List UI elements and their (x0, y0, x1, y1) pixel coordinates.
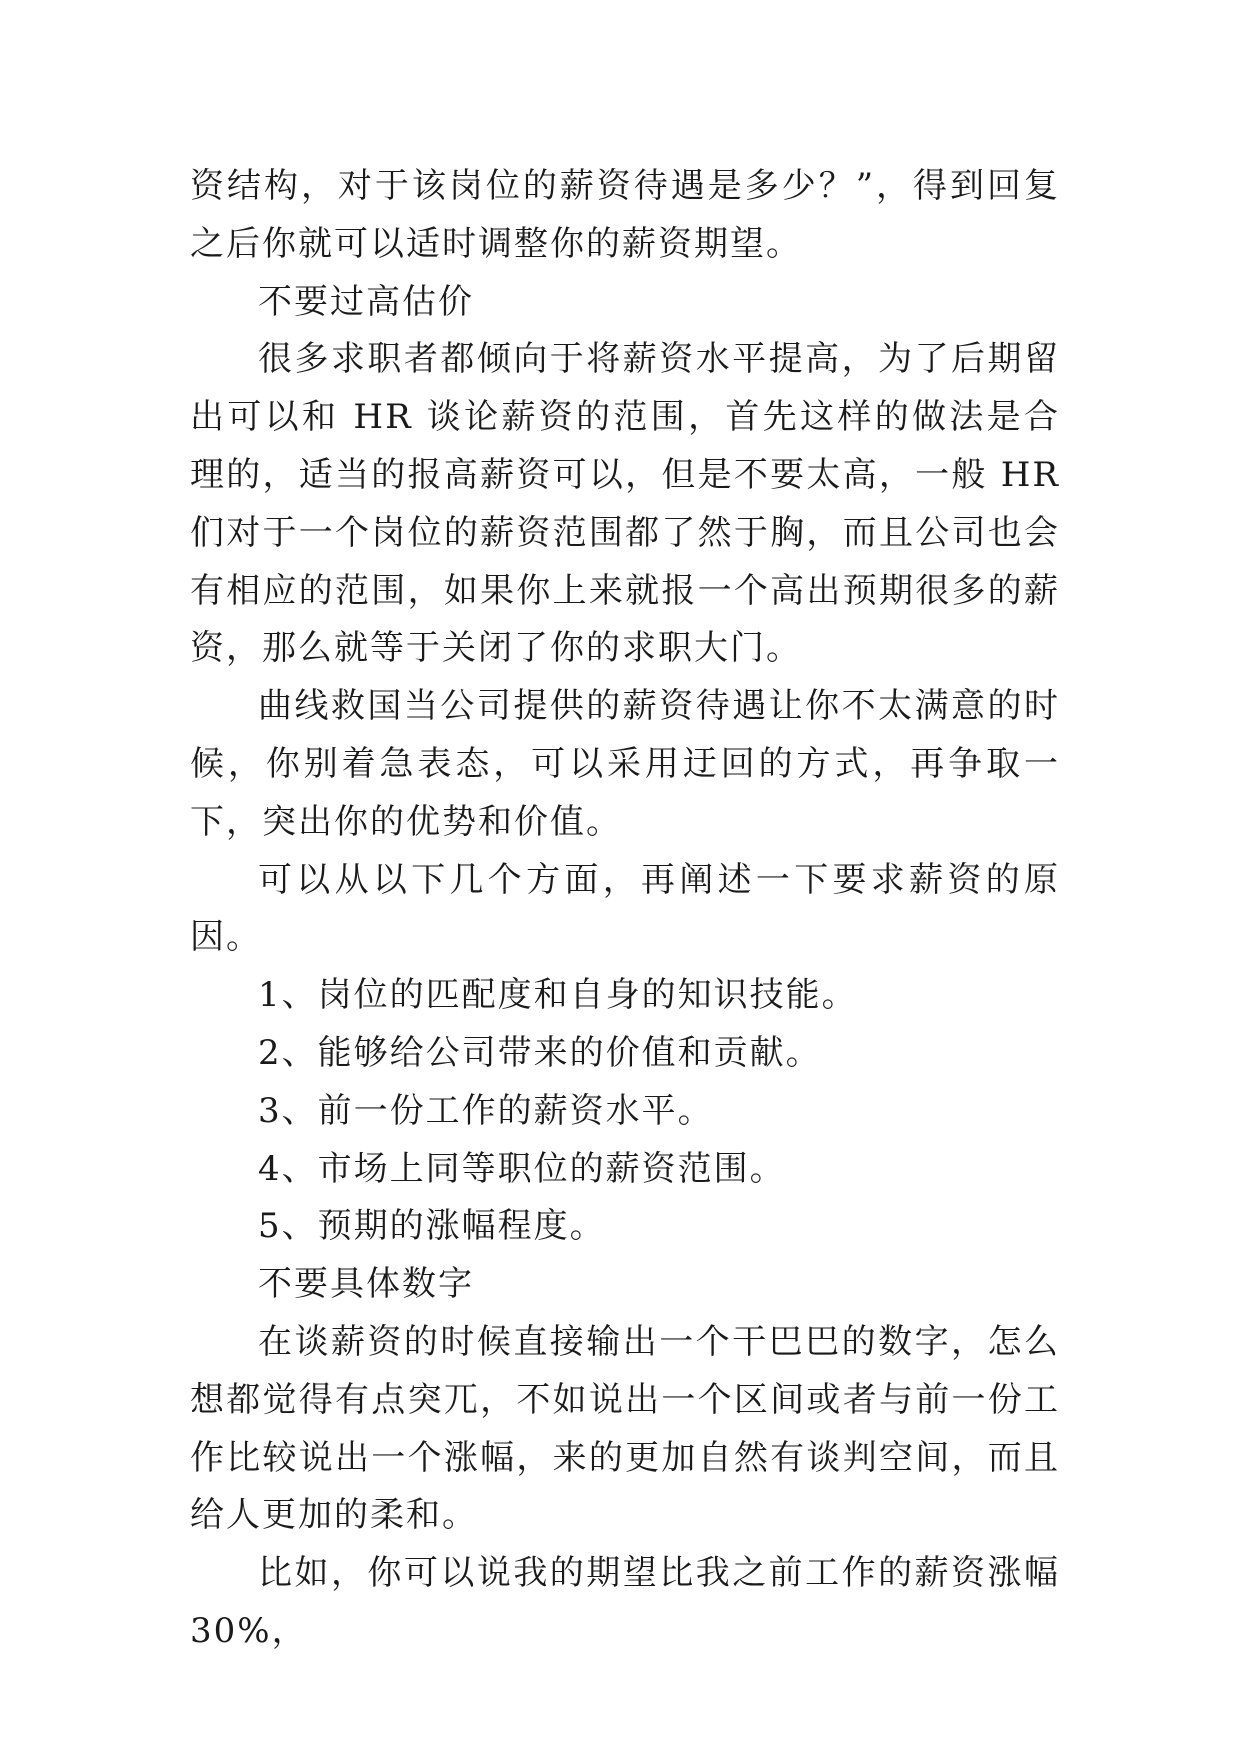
paragraph-continuation: 资结构，对于该岗位的薪资待遇是多少？”，得到回复之后你就可以适时调整你的薪资期望。 (190, 166, 1060, 264)
list-item: 3、前一份工作的薪资水平。 (258, 1090, 714, 1131)
paragraph-range-advice: 在谈薪资的时候直接输出一个干巴巴的数字，怎么想都觉得有点突兀，不如说出一个区间或者与前一份工作比较说出一个涨幅，来的更加自然有谈判空间，而且给人更加的柔和。 (190, 1321, 1060, 1536)
heading-no-overestimate: 不要过高估价 (258, 281, 474, 322)
document-body (190, 158, 1060, 1661)
paragraph-example: 比如，你可以说我的期望比我之前工作的薪资涨幅 30%， (190, 1553, 1060, 1651)
heading-no-specific-number: 不要具体数字 (258, 1264, 474, 1305)
paragraph-overestimate: 很多求职者都倾向于将薪资水平提高，为了后期留出可以和 HR 谈论薪资的范围，首先这样的做法是合理的，适当的报高薪资可以，但是不要太高，一般 HR 们对于一个岗位的薪资范围都了然于胸，而且公司也会有相应的范围，如果你上来就报一个高出预期很多的薪资，那么就等于关闭了你的求职大门。 (190, 339, 1060, 669)
list-item: 2、能够给公司带来的价值和贡献。 (258, 1032, 822, 1073)
list-item: 1、岗位的匹配度和自身的知识技能。 (258, 975, 858, 1016)
paragraph-reasons-intro: 可以从以下几个方面，再阐述一下要求薪资的原因。 (190, 859, 1060, 958)
paragraph-indirect-approach: 曲线救国当公司提供的薪资待遇让你不太满意的时候，你别着急表态，可以采用迂回的方式，再争取一下，突出你的优势和价值。 (190, 686, 1060, 842)
list-item: 4、市场上同等职位的薪资范围。 (258, 1148, 786, 1189)
list-item: 5、预期的涨幅程度。 (258, 1206, 606, 1247)
